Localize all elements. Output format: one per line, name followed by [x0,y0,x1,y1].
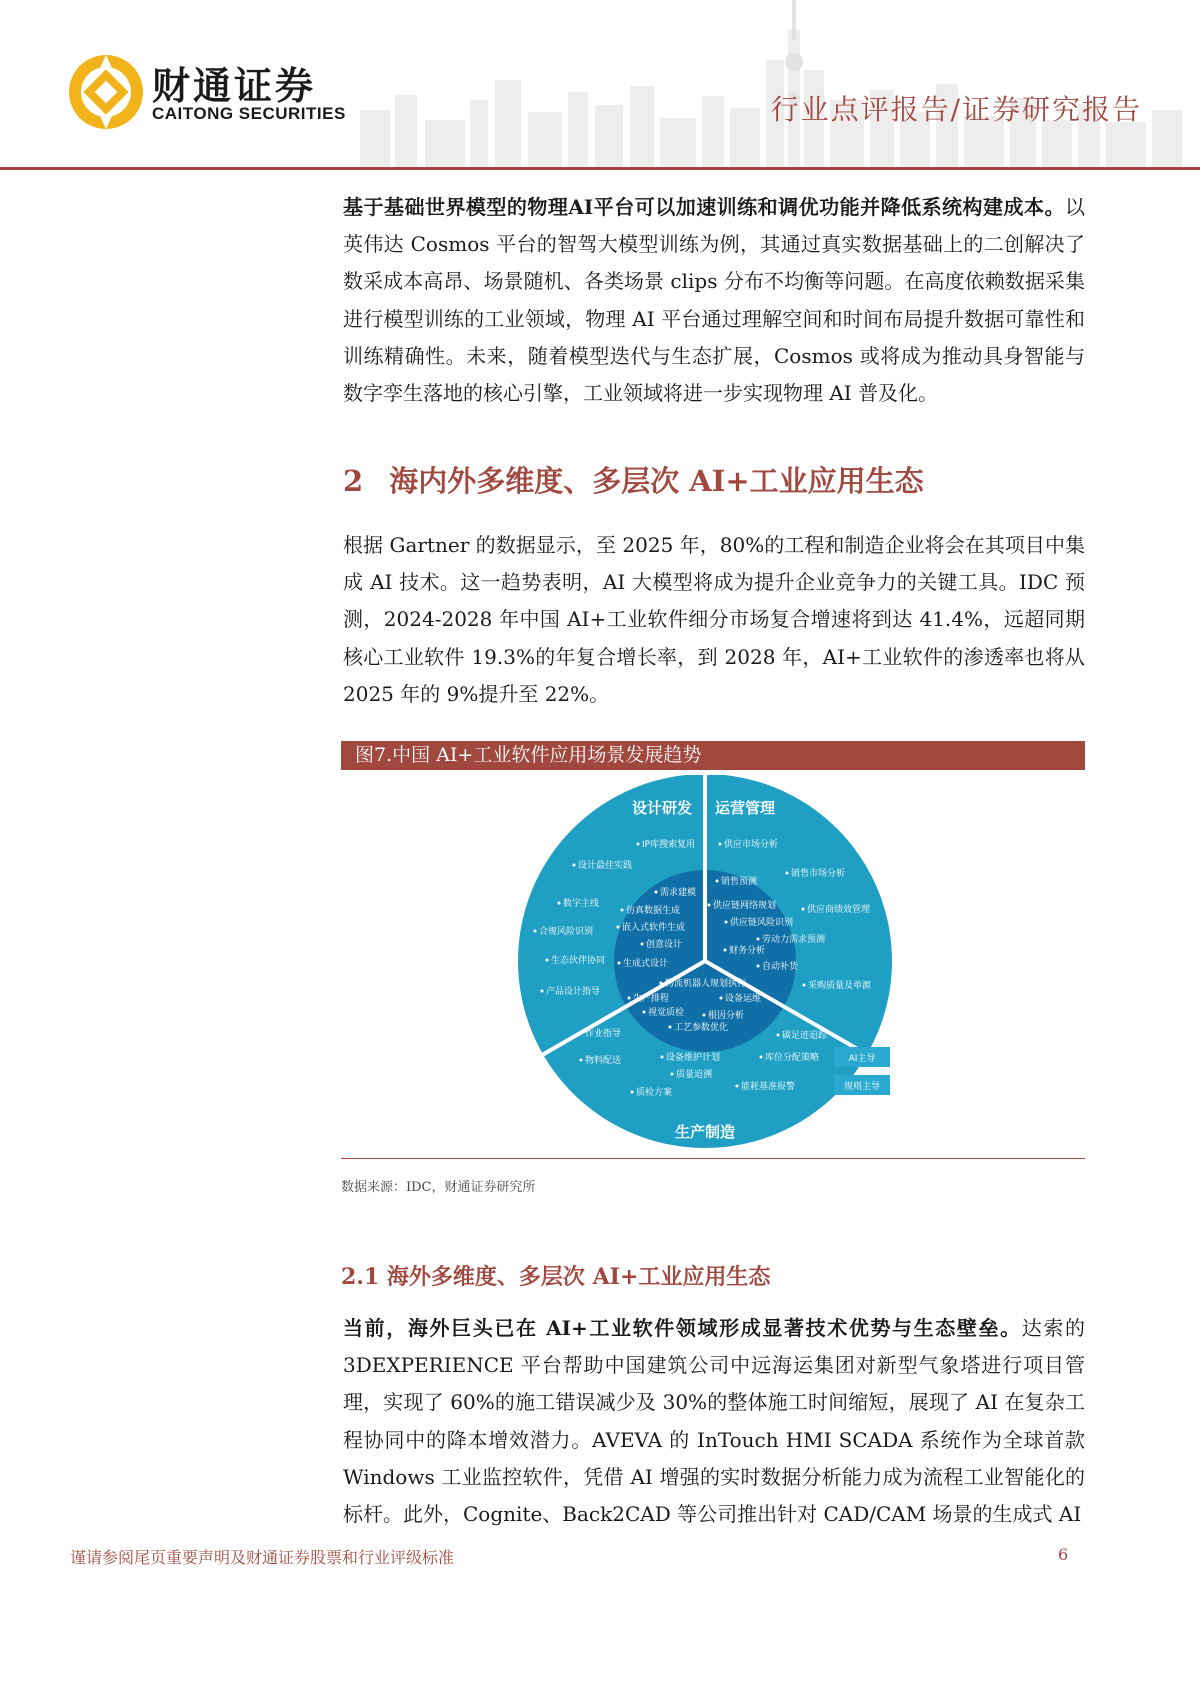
item-label: 创意设计 [646,940,683,950]
item-label: 销售预测 [721,877,758,887]
item-label: 供应商绩效管理 [807,905,871,915]
item-label: 根因分析 [708,1011,745,1021]
application-scenario-diagram [341,775,1085,1155]
item-label: 质量追溯 [676,1070,713,1080]
intro-lead: 基于基础世界模型的物理AI平台可以加速训练和调优功能并降低系统构建成本。 [343,195,1065,219]
item-label: 财务分析 [729,946,766,956]
item-label: 物流机器人规划执行 [665,979,747,989]
report-type-label: 行业点评报告/证券研究报告 [770,93,1142,126]
subsection-heading: 2.1 海外多维度、多层次 AI+工业应用生态 [341,1264,771,1290]
sector-design: 设计研发 [631,799,692,817]
market-body: 根据 Gartner 的数据显示，至 2025 年，80%的工程和制造企业将会在其项目中集成 AI 技术。这一趋势表明，AI 大模型将成为提升企业竞争力的关键工具。IDC 预测，2024-2028 年中国 AI+工业软件细分市场复合增速将到达 41.4%，远超同期核心工业软件 19.3%的年复合增长率，到 2028 年，AI+工业软件的渗透率也将从 2025 年的 9%提升至 22%。 [343,533,1085,706]
item-label: 生态伙伴协同 [551,956,606,966]
item-label: 视觉质检 [648,1008,685,1018]
page-header [0,0,1200,172]
item-label: 销售市场分析 [791,869,846,879]
item-label: 数字主线 [563,899,600,909]
page-number: 6 [1058,1545,1069,1564]
market-paragraph [343,527,1085,713]
intro-body: 以英伟达 Cosmos 平台的智驾大模型训练为例，其通过真实数据基础上的二创解决了数采成本高昂、场景随机、各类场景 clips 分布不均衡等问题。在高度依赖数据采集进行模型训练的工业领域，物理 AI 平台通过理解空间和时间布局提升数据可靠性和训练精确性。未来，随着模型迭代与生态扩展，Cosmos 或将成为推动具身智能与数字孪生落地的核心引擎，工业领域将进一步实现物理 AI 普及化。 [343,195,1085,406]
item-label: 需求建模 [660,888,697,898]
item-label: 库位分配策略 [765,1053,820,1063]
logo-chinese-name: 财通证券 [152,64,317,108]
section-title: 海内外多维度、多层次 AI+工业应用生态 [389,464,924,498]
item-label: IP库搜索复用 [642,840,696,850]
item-label: 能耗基准报警 [741,1082,796,1092]
section-heading-2 [343,459,924,500]
figure-caption-bar [341,741,1085,770]
logo-english-name: CAITONG SECURITIES [152,104,346,123]
figure-divider [341,1158,1085,1159]
intro-paragraph [343,189,1085,412]
figure-source: 数据来源：IDC，财通证券研究所 [341,1180,536,1195]
overseas-body: 达索的 3DEXPERIENCE 平台帮助中国建筑公司中远海运集团对新型气象塔进行项目管理，实现了 60%的施工错误减少及 30%的整体施工时间缩短，展现了 AI 在复杂工程协同中的降本增效潜力。AVEVA 的 InTouch HMI SCADA 系统作为全球首款 Windows 工业监控软件，凭借 AI 增强的实时数据分析能力成为流程工业智能化的标杆。此外，Cognite、Back2CAD 等公司推出针对 CAD/CAM 场景的生成式 AI [343,1316,1086,1527]
figure-caption: 图7.中国 AI+工业软件应用场景发展趋势 [355,744,702,766]
overseas-paragraph [343,1310,1085,1533]
item-label: 劳动力需求预测 [762,935,826,945]
item-label: 生产排程 [633,994,670,1004]
item-label: 嵌入式软件生成 [622,923,686,933]
item-label: 质检方案 [636,1088,673,1098]
city-skyline-graphic [300,0,1200,168]
item-label: 自动补货 [762,962,799,972]
item-label: 供应市场分析 [724,840,779,850]
caitong-logo-icon [66,52,146,132]
legend-ai-led: AI主导 [848,1054,876,1064]
item-label: 产品设计指导 [546,987,601,997]
item-label: 供应链网络规划 [713,901,777,911]
item-label: 生成式设计 [623,959,669,969]
item-label: 设备维护计划 [666,1053,721,1063]
footer-disclaimer: 谨请参阅尾页重要声明及财通证券股票和行业评级标准 [70,1548,455,1567]
item-label: 合规风险识别 [539,927,594,937]
item-label: 仿真数据生成 [626,906,681,916]
sector-production: 生产制造 [674,1123,736,1141]
legend-rule-led: 规则主导 [843,1082,881,1092]
sector-operations: 运营管理 [715,799,776,817]
item-label: 设备运维 [725,994,762,1004]
item-label: 物料配送 [585,1056,622,1066]
section-number: 2 [343,464,364,498]
item-label: 工艺参数优化 [674,1023,729,1033]
header-divider [0,167,1200,170]
item-label: 供应链风险识别 [730,918,794,928]
overseas-lead: 当前，海外巨头已在 AI+工业软件领域形成显著技术优势与生态壁垒。 [343,1316,1022,1340]
item-label: 碳足迹追踪 [782,1031,828,1041]
item-label: 采购质量及单源 [808,981,872,991]
item-label: 作业指导 [585,1029,622,1039]
item-label: 设计最佳实践 [578,861,633,871]
